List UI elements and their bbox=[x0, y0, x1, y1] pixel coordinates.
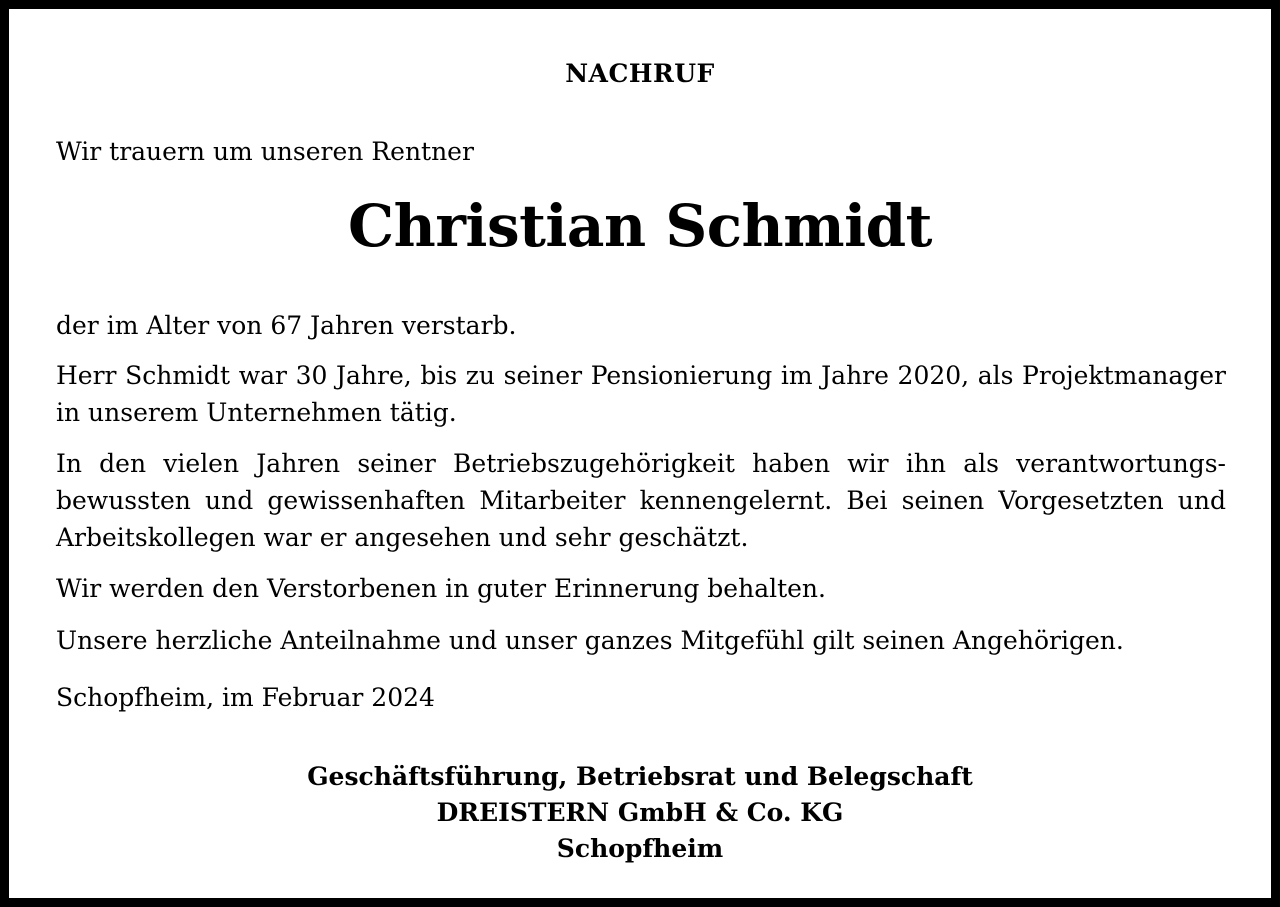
career-paragraph: Herr Schmidt war 30 Jahre, bis zu seiner Pensionierung im Jahre 2020, als Projektmanager in unserem Unternehmen tätig. bbox=[56, 361, 1226, 427]
signature-block bbox=[9, 759, 1271, 867]
signature-line-city: Schopfheim bbox=[556, 834, 724, 863]
notice-heading: NACHRUF bbox=[565, 59, 715, 88]
tribute-paragraph: In den vielen Jahren seiner Betriebszugehörigkeit haben wir ihn als verantwortungs-bewussten und gewissenhaften Mitarbeiter kennengelernt. Bei seinen Vorgesetzten und Arbeitskollegen war er angesehen und sehr geschätzt. bbox=[56, 449, 1226, 552]
signature-line-company: DREISTERN GmbH & Co. KG bbox=[436, 798, 844, 827]
age-paragraph: der im Alter von 67 Jahren verstarb. bbox=[56, 311, 517, 340]
place-date: Schopfheim, im Februar 2024 bbox=[56, 683, 435, 712]
remembrance-paragraph: Wir werden den Verstorbenen in guter Erinnerung behalten. bbox=[56, 574, 826, 603]
intro-text: Wir trauern um unseren Rentner bbox=[56, 137, 474, 166]
signature-line-staff: Geschäftsführung, Betriebsrat und Belegschaft bbox=[307, 762, 973, 791]
deceased-name: Christian Schmidt bbox=[348, 192, 932, 260]
condolence-paragraph: Unsere herzliche Anteilnahme und unser ganzes Mitgefühl gilt seinen Angehörigen. bbox=[56, 626, 1124, 655]
